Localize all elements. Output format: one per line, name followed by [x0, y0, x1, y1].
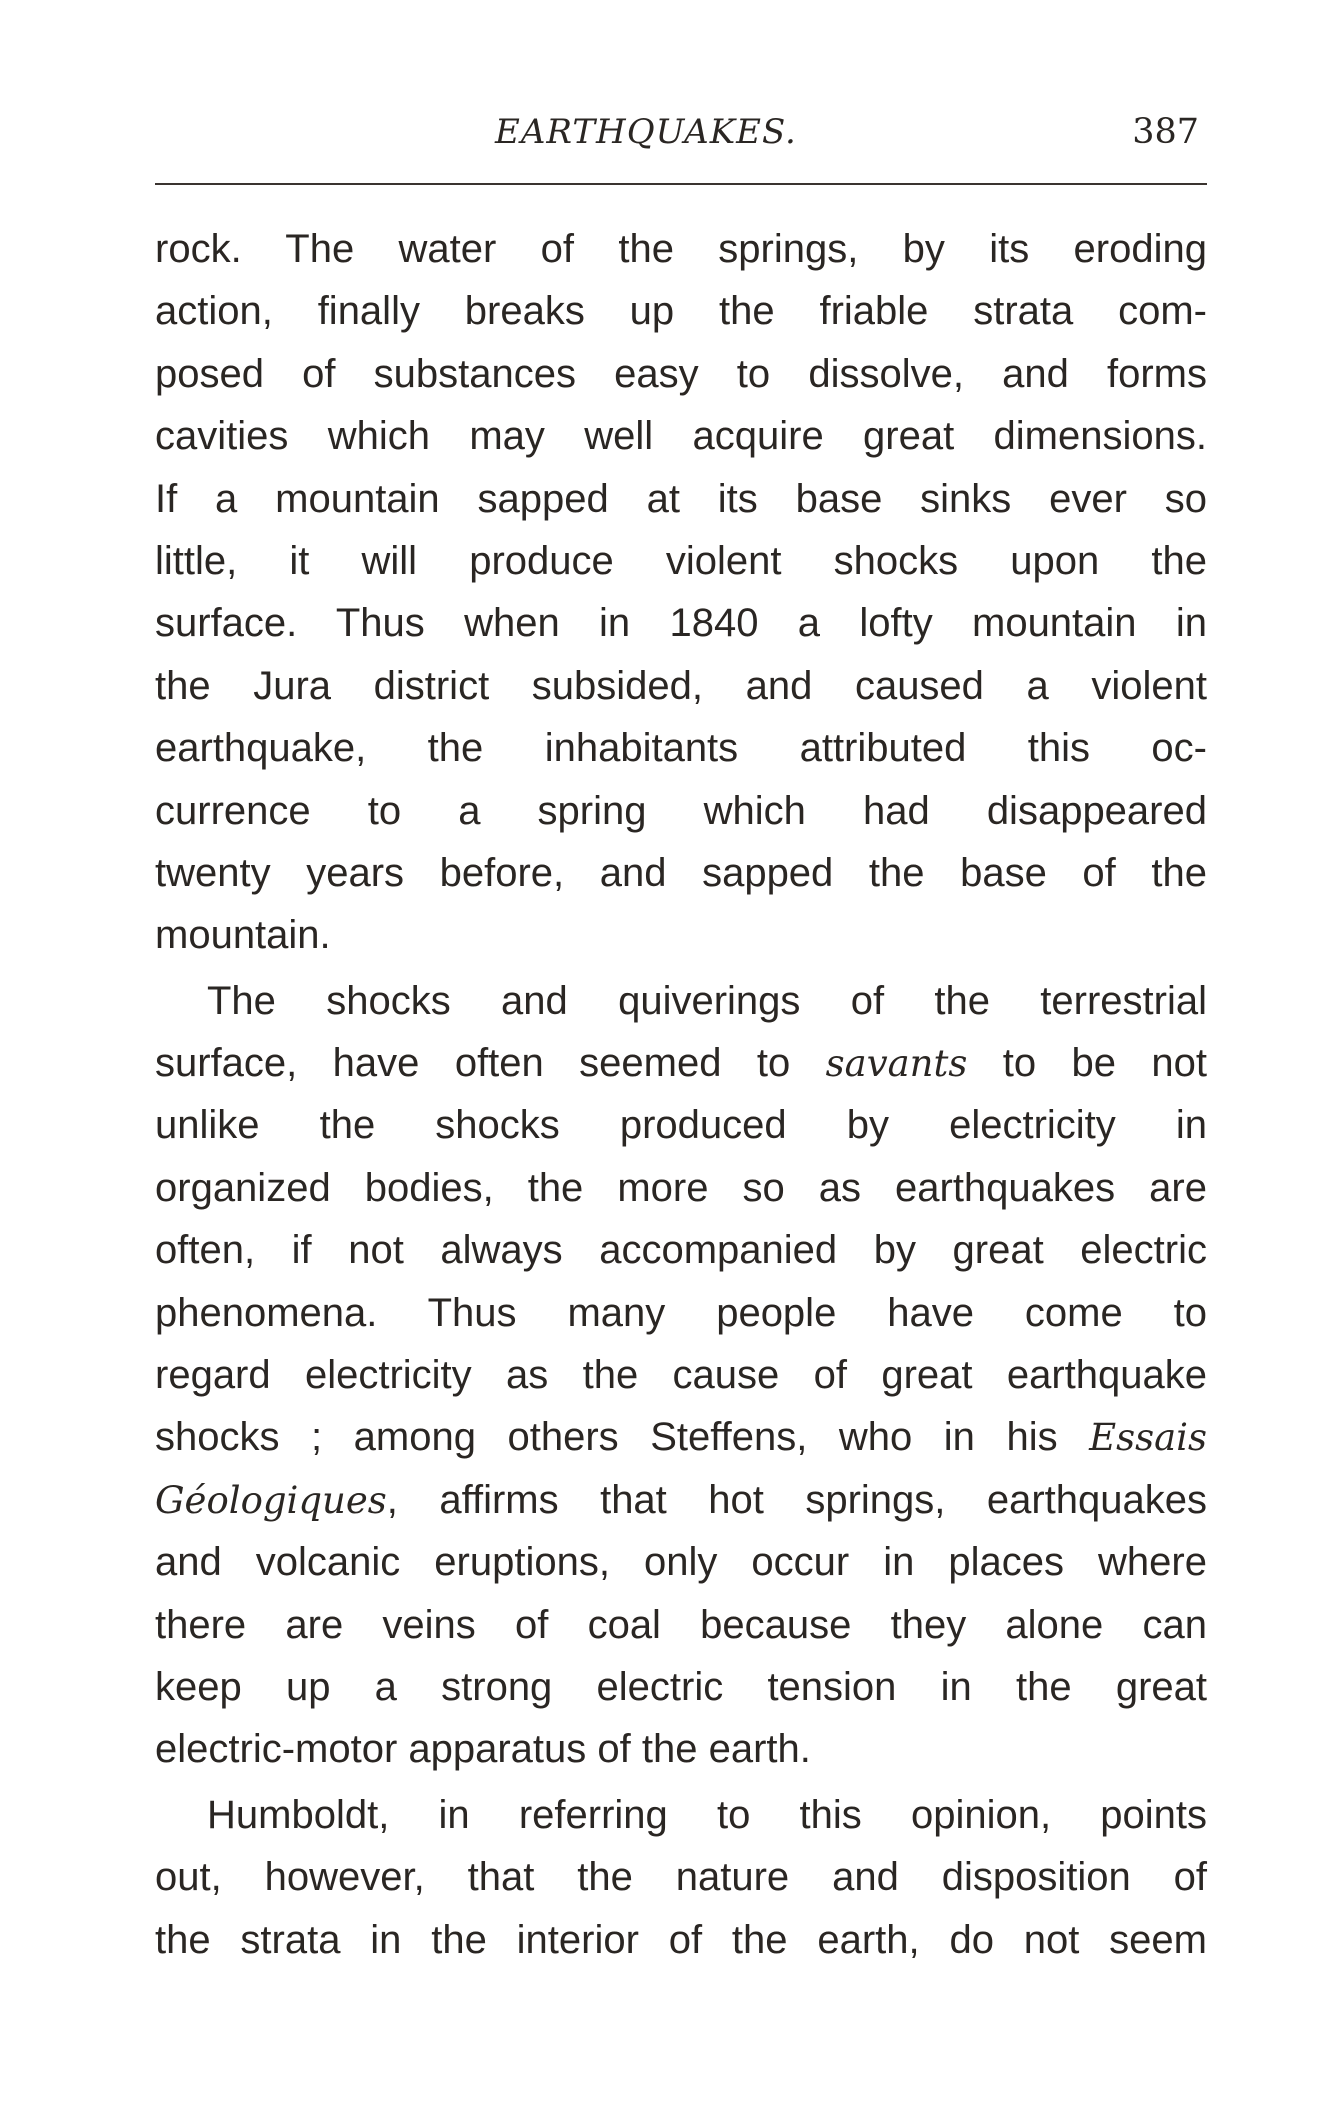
text-line: there are veins of coal because they alone can — [155, 1602, 1207, 1647]
italic-title-essais: Essais — [1089, 1416, 1207, 1460]
text-line: out, however, that the nature and disposition of — [155, 1855, 1207, 1900]
text-line: mountain. — [155, 913, 331, 958]
paragraph-2 — [155, 970, 1207, 1781]
running-title: EARTHQUAKES. — [495, 112, 797, 152]
text-segment: , affirms that hot springs, earthquakes — [386, 1477, 1207, 1522]
body-text — [155, 218, 1207, 1971]
text-line: earthquake, the inhabitants attributed this oc- — [155, 726, 1207, 771]
text-line: unlike the shocks produced by electricity in — [155, 1103, 1207, 1148]
text-line: rock. The water of the springs, by its eroding — [155, 227, 1207, 271]
text-line: little, it will produce violent shocks upon the — [155, 538, 1207, 583]
text-line: currence to a spring which had disappeared — [155, 788, 1207, 833]
paragraph-3 — [155, 1784, 1207, 1971]
running-head — [155, 112, 1207, 172]
text-line: keep up a strong electric tension in the great — [155, 1664, 1207, 1709]
page-number: 387 — [1132, 112, 1199, 152]
text-segment: shocks ; among others Steffens, who in his — [155, 1415, 1090, 1460]
text-line: regard electricity as the cause of great earthquake — [155, 1353, 1207, 1398]
header-rule — [155, 183, 1207, 185]
text-line: surface. Thus when in 1840 a lofty mountain in — [155, 601, 1207, 646]
paragraph-1 — [155, 218, 1207, 967]
text-line — [155, 1469, 1207, 1531]
text-line: cavities which may well acquire great dimensions. — [155, 414, 1207, 459]
text-line: If a mountain sapped at its base sinks ever so — [155, 476, 1207, 521]
text-line: organized bodies, the more so as earthquakes are — [155, 1165, 1207, 1210]
text-segment: to be not — [967, 1041, 1208, 1086]
text-line — [155, 1406, 1207, 1468]
italic-term-savants: savants — [825, 1042, 968, 1086]
text-line: posed of substances easy to dissolve, and forms — [155, 351, 1207, 396]
text-line — [155, 1032, 1207, 1094]
text-line: action, finally breaks up the friable strata com- — [155, 289, 1207, 334]
text-line: the strata in the interior of the earth, do not seem — [155, 1917, 1207, 1962]
text-line: the Jura district subsided, and caused a violent — [155, 663, 1207, 708]
text-line: phenomena. Thus many people have come to — [155, 1290, 1207, 1335]
text-line: electric-motor apparatus of the earth. — [155, 1727, 811, 1772]
italic-title-geologiques: Géologiques — [155, 1478, 387, 1522]
text-line: twenty years before, and sapped the base of the — [155, 850, 1207, 895]
text-segment: surface, have often seemed to — [155, 1041, 826, 1086]
text-line: and volcanic eruptions, only occur in places where — [155, 1540, 1207, 1585]
text-line: often, if not always accompanied by great electric — [155, 1228, 1207, 1273]
text-line: The shocks and quiverings of the terrestrial — [207, 978, 1207, 1023]
text-line: Humboldt, in referring to this opinion, points — [207, 1792, 1207, 1837]
